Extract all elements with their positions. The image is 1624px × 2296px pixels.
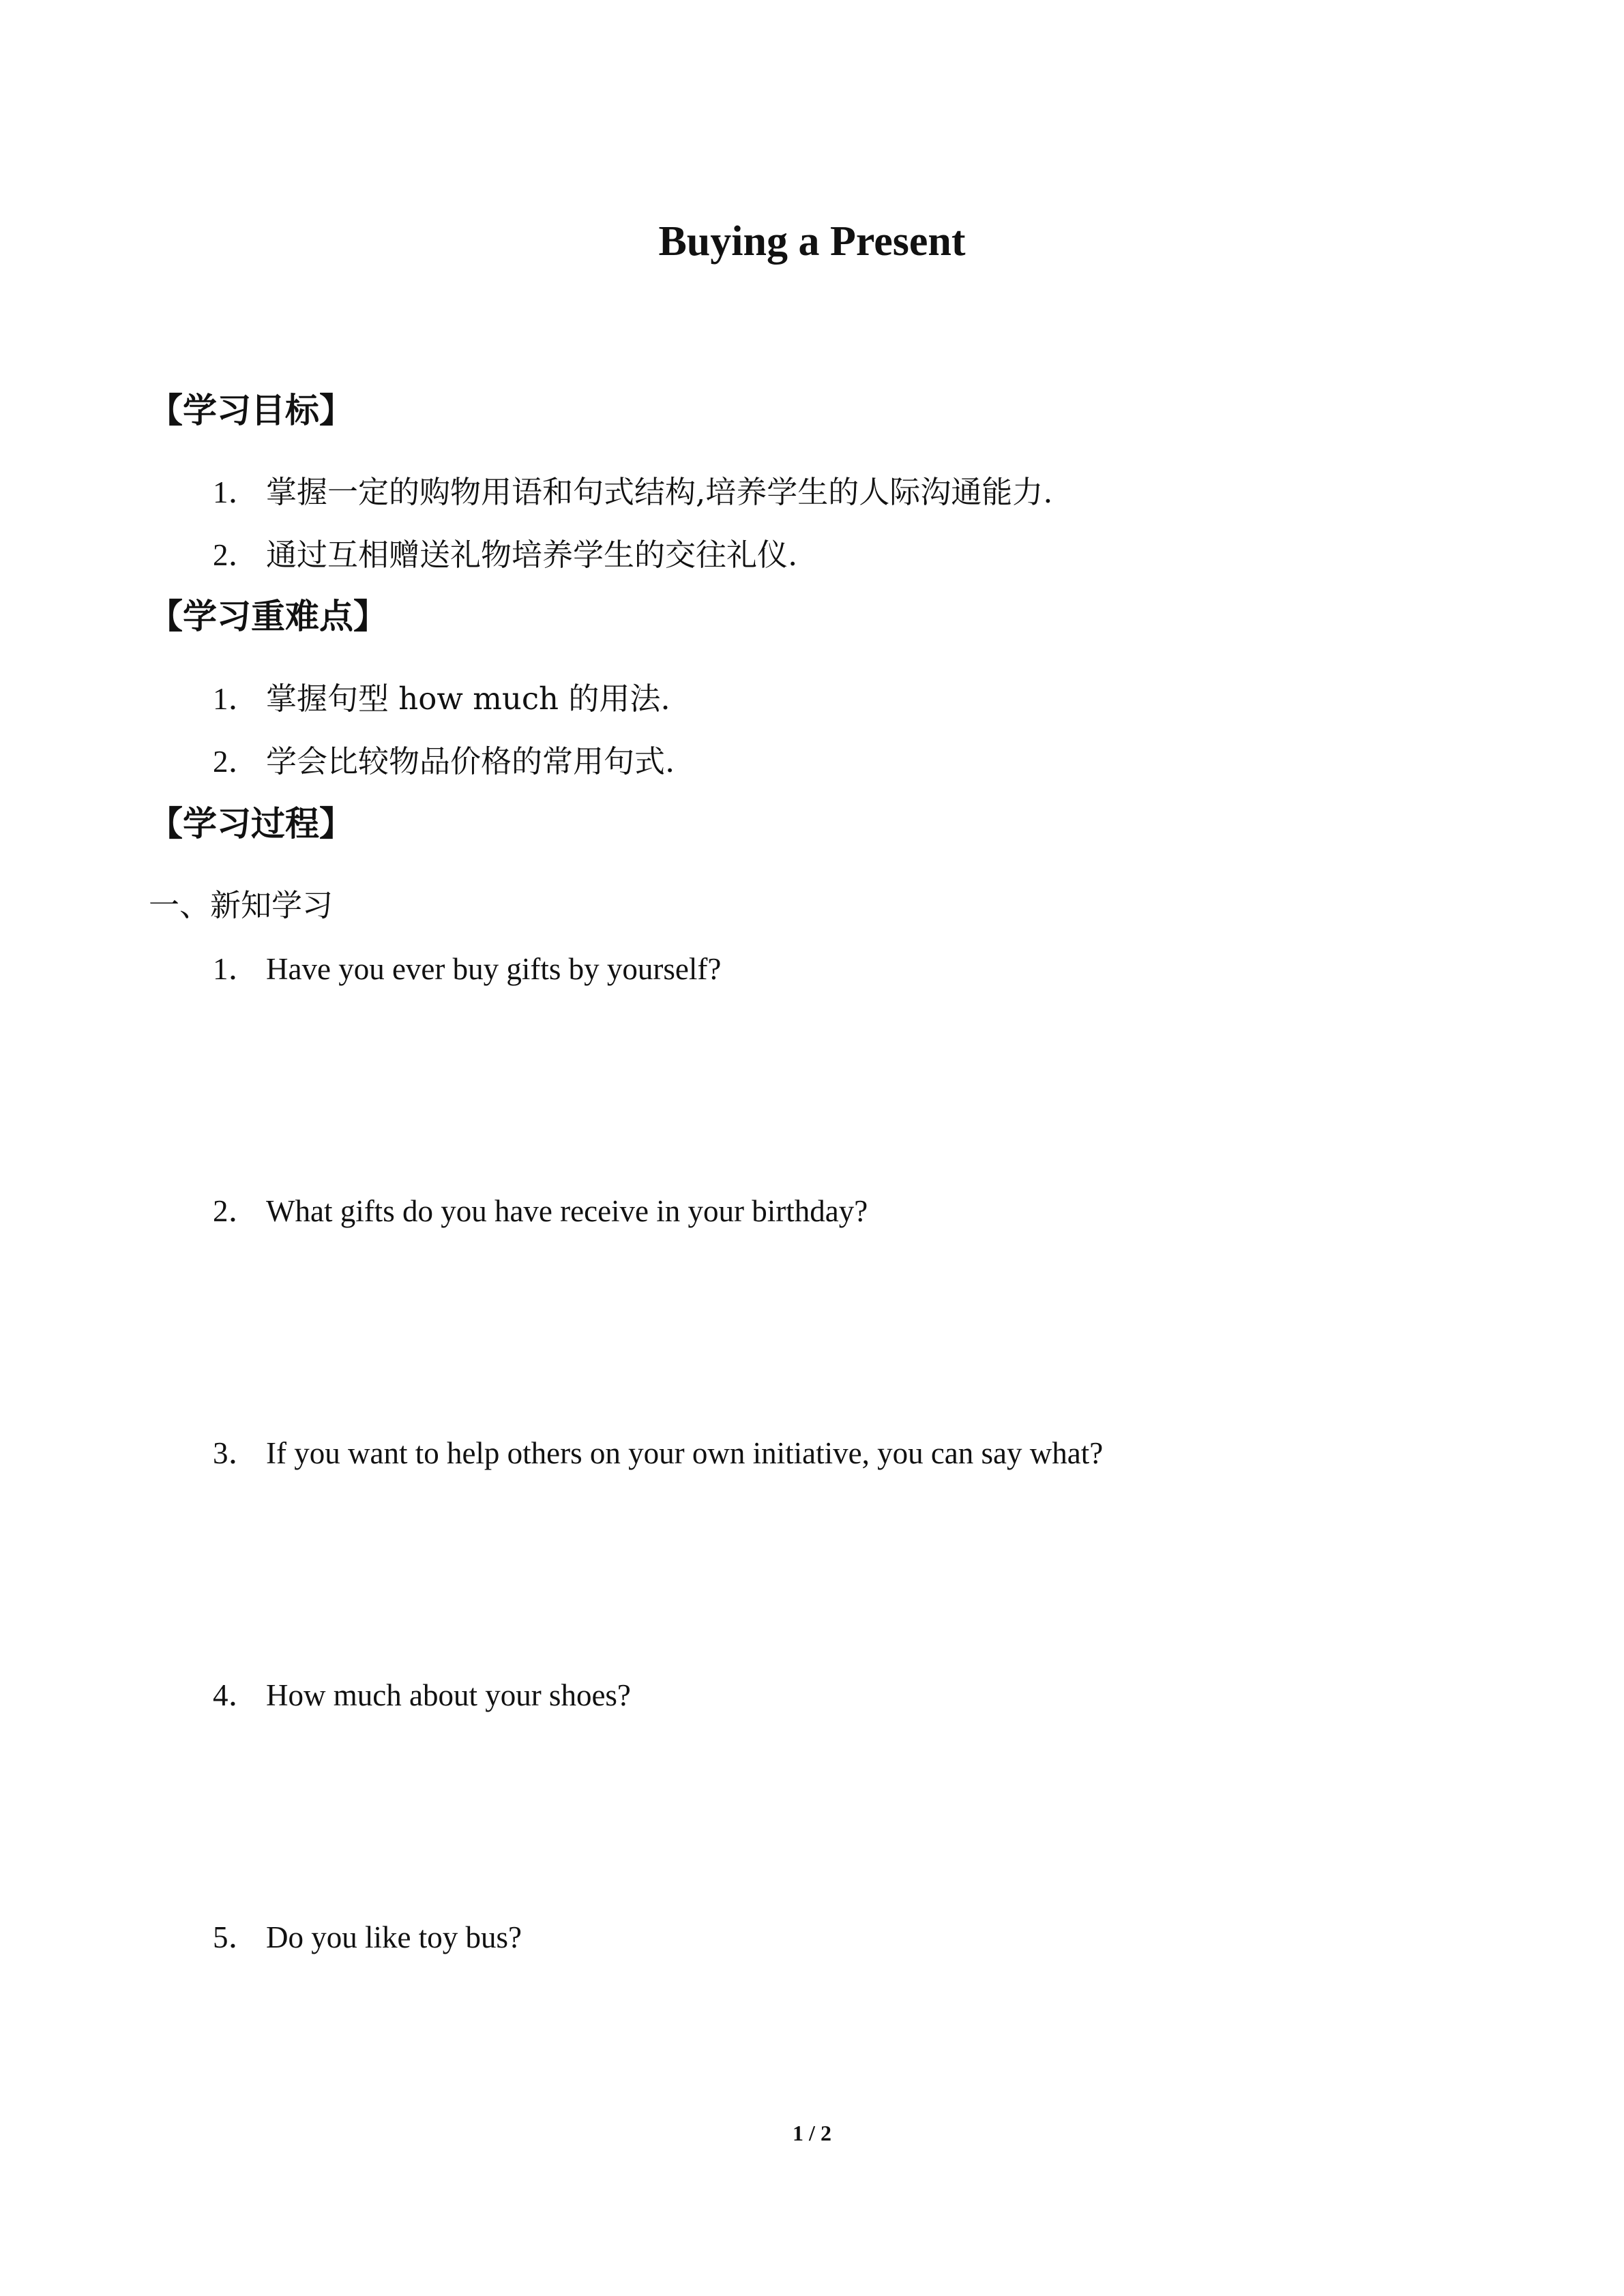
question-text: What gifts do you have receive in your birthday? xyxy=(266,1194,868,1228)
item-text: 通过互相赠送礼物培养学生的交往礼仪. xyxy=(266,537,798,573)
item-text: 学会比较物品价格的常用句式. xyxy=(266,743,675,779)
page-title: Buying a Present xyxy=(658,218,966,265)
item-number: 1． xyxy=(213,952,259,986)
item-number: 2． xyxy=(213,1194,259,1228)
section-heading-objectives: 【学习目标】 xyxy=(149,391,353,430)
item-number: 3． xyxy=(213,1436,259,1470)
item-text: 掌握句型 how much 的用法. xyxy=(266,681,670,717)
section-heading-process: 【学习过程】 xyxy=(149,804,353,844)
item-number: 1． xyxy=(213,475,259,509)
question-text: Have you ever buy gifts by yourself? xyxy=(266,952,722,986)
question-item-1 xyxy=(213,950,721,988)
item-text: 掌握一定的购物用语和句式结构,培养学生的人际沟通能力. xyxy=(266,474,1053,510)
objective-item-1 xyxy=(213,473,1053,511)
question-item-5 xyxy=(213,1918,522,1956)
section-heading-key-points: 【学习重难点】 xyxy=(149,597,387,636)
key-point-item-2 xyxy=(213,743,675,781)
page-number: 1 / 2 xyxy=(793,2121,831,2145)
objective-item-2 xyxy=(213,536,797,574)
item-number: 4． xyxy=(213,1678,259,1712)
question-text: If you want to help others on your own initiative, you can say what? xyxy=(266,1436,1104,1470)
item-number: 5． xyxy=(213,1920,259,1954)
question-text: Do you like toy bus? xyxy=(266,1920,522,1954)
question-item-3 xyxy=(213,1434,1103,1472)
item-number: 1． xyxy=(213,682,259,716)
question-text: How much about your shoes? xyxy=(266,1678,631,1712)
item-number: 2． xyxy=(213,538,259,572)
subsection-title: 一、新知学习 xyxy=(149,887,334,923)
item-number: 2． xyxy=(213,745,259,779)
question-item-4 xyxy=(213,1676,631,1714)
question-item-2 xyxy=(213,1192,868,1230)
key-point-item-1 xyxy=(213,680,670,718)
